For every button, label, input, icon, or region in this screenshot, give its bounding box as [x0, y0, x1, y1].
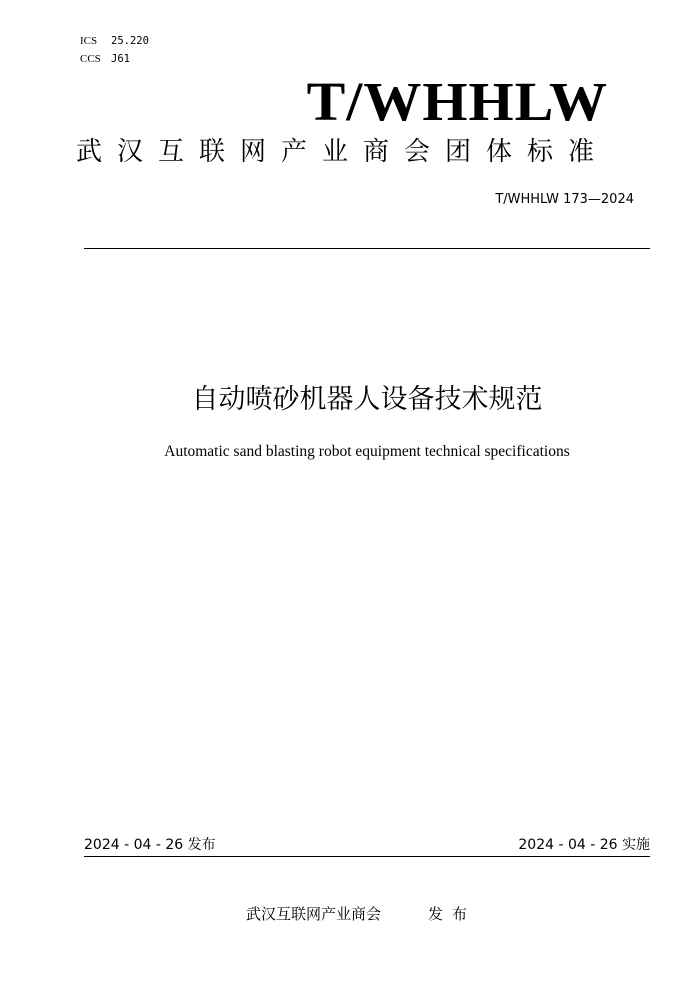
publish-label: 发布	[428, 905, 477, 923]
publisher-name: 武汉互联网产业商会	[246, 905, 382, 923]
standard-logo: T/WHHLW	[306, 70, 608, 133]
implementation-date: 2024 - 04 - 26 实施	[518, 837, 650, 853]
footer-divider	[84, 856, 650, 857]
document-title-english: Automatic sand blasting robot equipment technical specifications	[164, 443, 570, 460]
header-divider	[84, 248, 650, 249]
ccs-label: CCS	[80, 53, 101, 65]
ics-value: 25.220	[111, 35, 149, 47]
standard-number: T/WHHLW 173—2024	[495, 192, 634, 207]
ics-code	[80, 34, 149, 48]
document-title-chinese: 自动喷砂机器人设备技术规范	[191, 384, 543, 415]
organization-title: 武汉互联网产业商会团体标准	[76, 137, 610, 167]
issue-date: 2024 - 04 - 26 发布	[84, 837, 216, 853]
ccs-code	[80, 52, 130, 66]
ics-label: ICS	[80, 35, 98, 47]
ccs-value: J61	[111, 53, 130, 65]
